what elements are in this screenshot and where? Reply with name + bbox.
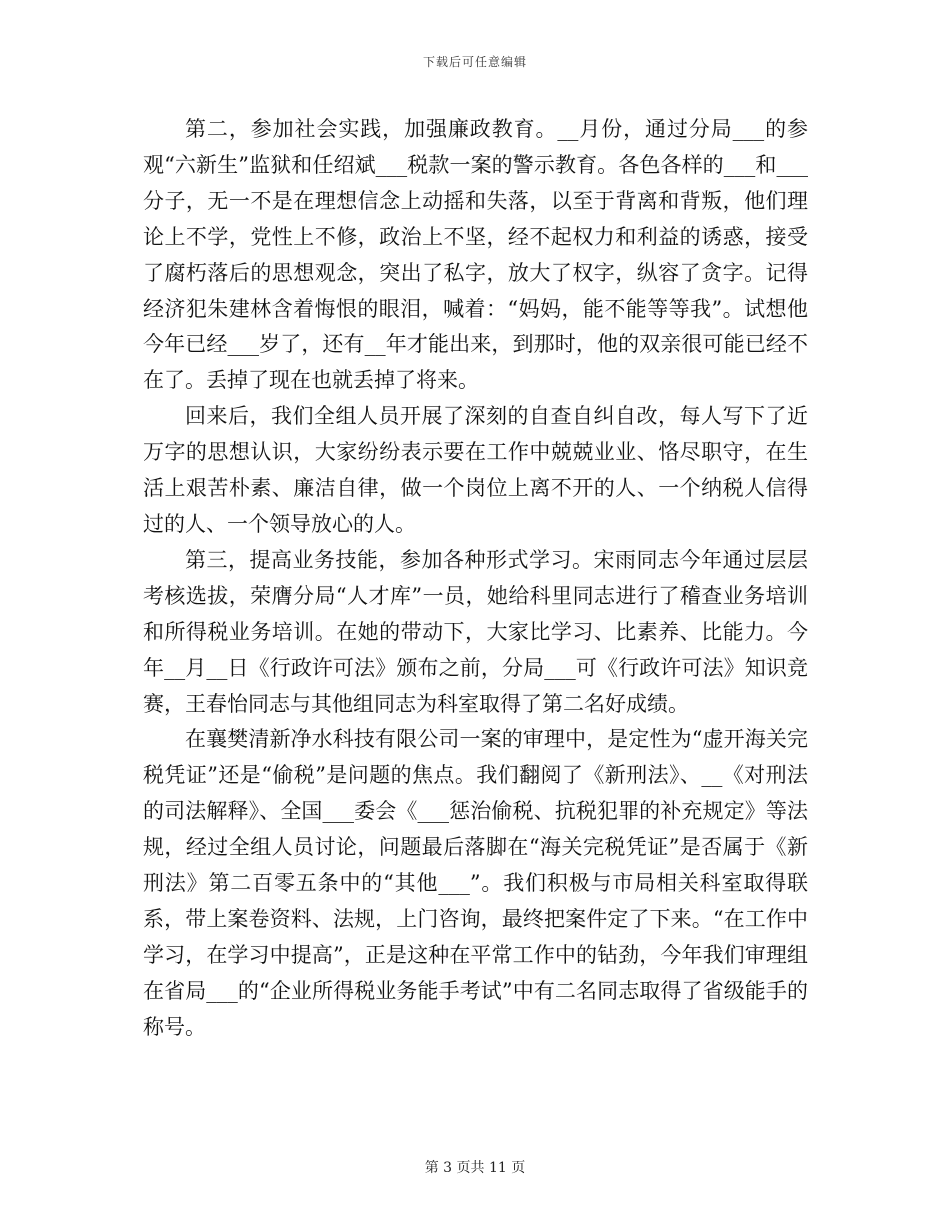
page-number: 第 3 页共 11 页 [424, 1160, 526, 1176]
paragraph-case-review: 在襄樊清新净水科技有限公司一案的审理中，是定性为“虚开海关完税凭证”还是“偷税”是问题的焦点。我们翻阅了《新刑法》、__《对刑法的司法解释》、全国___委会《___惩治偷税、抗税犯罪的补充规定》等法规，经过全组人员讨论，问题最后落脚在“海关完税凭证”是否属于《新刑法》第二百零五条中的“其他___”。我们积极与市局相关科室取得联系，带上案卷资料、法规，上门咨询，最终把案件定了下来。“在工作中学习，在学习中提高”，正是这种在平常工作中的钻劲，今年我们审理组在省局___的“企业所得税业务能手考试”中有二名同志取得了省级能手的称号。 [143, 727, 808, 1039]
paragraph-self-inspection: 回来后，我们全组人员开展了深刻的自查自纠自改，每人写下了近万字的思想认识，大家纷纷表示要在工作中兢兢业业、恪尽职守，在生活上艰苦朴素、廉洁自律，做一个岗位上离不开的人、一个纳税人信得过的人、一个领导放心的人。 [143, 404, 808, 536]
document-body [143, 112, 808, 1046]
paragraph-business-skills: 第三，提高业务技能，参加各种形式学习。宋雨同志今年通过层层考核选拔，荣膺分局“人才库”一员，她给科里同志进行了稽查业务培训和所得税业务培训。在她的带动下，大家比学习、比素养、比能力。今年__月__日《行政许可法》颁布之前，分局___可《行政许可法》知识竞赛，王春怡同志与其他组同志为科室取得了第二名好成绩。 [143, 547, 808, 716]
paragraph-social-practice: 第二，参加社会实践，加强廉政教育。__月份，通过分局___的参观“六新生”监狱和任绍斌___税款一案的警示教育。各色各样的___和___分子，无一不是在理想信念上动摇和失落，以至于背离和背叛，他们理论上不学，党性上不修，政治上不坚，经不起权力和利益的诱惑，接受了腐朽落后的思想观念，突出了私字，放大了权字，纵容了贪字。记得经济犯朱建林含着悔恨的眼泪，喊着：“妈妈，能不能等等我”。试想他今年已经___岁了，还有__年才能出来，到那时，他的双亲很可能已经不在了。丢掉了现在也就丢掉了将来。 [143, 117, 808, 393]
page-header: 下载后可任意编辑 [422, 55, 527, 69]
